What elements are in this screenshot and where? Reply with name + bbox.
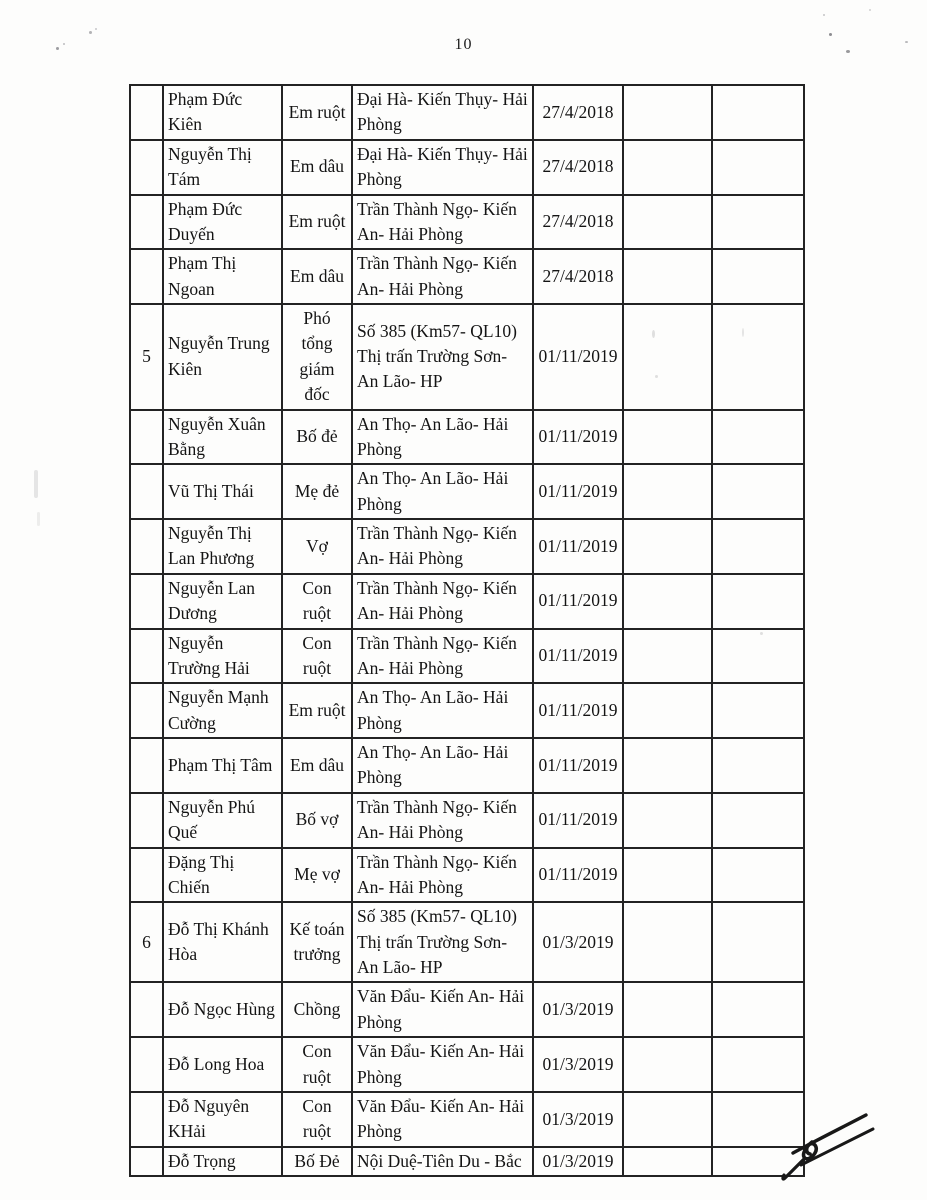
cell-name: Nguyễn Mạnh Cường <box>163 683 282 738</box>
cell-name: Đỗ Thị Khánh Hòa <box>163 902 282 982</box>
cell-empty-1 <box>623 195 712 250</box>
cell-empty-2 <box>712 140 804 195</box>
cell-relation: Con ruột <box>282 629 352 684</box>
cell-address: Đại Hà- Kiến Thụy- Hải Phòng <box>352 85 533 140</box>
table-row <box>130 85 804 140</box>
cell-date: 01/3/2019 <box>533 902 623 982</box>
cell-name: Phạm Thị Tâm <box>163 738 282 793</box>
table-row <box>130 464 804 519</box>
signature-mark <box>763 1106 881 1188</box>
cell-date: 27/4/2018 <box>533 195 623 250</box>
cell-address: Văn Đẩu- Kiến An- Hải Phòng <box>352 982 533 1037</box>
cell-address: Trần Thành Ngọ- Kiến An- Hải Phòng <box>352 629 533 684</box>
cell-name: Đỗ Ngọc Hùng <box>163 982 282 1037</box>
cell-address: Trần Thành Ngọ- Kiến An- Hải Phòng <box>352 249 533 304</box>
cell-date: 01/11/2019 <box>533 464 623 519</box>
cell-date: 01/3/2019 <box>533 1037 623 1092</box>
cell-name: Phạm Thị Ngoan <box>163 249 282 304</box>
cell-empty-1 <box>623 574 712 629</box>
cell-row-number <box>130 738 163 793</box>
cell-empty-1 <box>623 629 712 684</box>
page-number: 10 <box>454 36 473 53</box>
cell-empty-1 <box>623 1037 712 1092</box>
cell-row-number <box>130 464 163 519</box>
cell-empty-2 <box>712 249 804 304</box>
table-row <box>130 410 804 465</box>
cell-empty-2 <box>712 848 804 903</box>
cell-row-number <box>130 1037 163 1092</box>
cell-address: Trần Thành Ngọ- Kiến An- Hải Phòng <box>352 195 533 250</box>
cell-empty-1 <box>623 85 712 140</box>
cell-empty-1 <box>623 140 712 195</box>
cell-relation: Mẹ vợ <box>282 848 352 903</box>
table-row <box>130 982 804 1037</box>
cell-row-number <box>130 195 163 250</box>
cell-relation: Mẹ đẻ <box>282 464 352 519</box>
cell-name: Đỗ Nguyên KHải <box>163 1092 282 1147</box>
cell-relation: Em dâu <box>282 140 352 195</box>
cell-row-number <box>130 629 163 684</box>
cell-name: Nguyễn Trung Kiên <box>163 304 282 410</box>
cell-row-number: 5 <box>130 304 163 410</box>
cell-empty-2 <box>712 902 804 982</box>
table-row <box>130 574 804 629</box>
cell-relation: Con ruột <box>282 1037 352 1092</box>
cell-address: An Thọ- An Lão- Hải Phòng <box>352 464 533 519</box>
cell-row-number <box>130 85 163 140</box>
cell-address: An Thọ- An Lão- Hải Phòng <box>352 683 533 738</box>
table-row <box>130 1147 804 1176</box>
cell-empty-1 <box>623 848 712 903</box>
cell-date: 01/11/2019 <box>533 738 623 793</box>
table-row <box>130 519 804 574</box>
cell-date: 01/3/2019 <box>533 982 623 1037</box>
cell-name: Nguyễn Thị Tám <box>163 140 282 195</box>
cell-relation: Em dâu <box>282 738 352 793</box>
cell-name: Nguyễn Trường Hải <box>163 629 282 684</box>
cell-row-number <box>130 249 163 304</box>
cell-name: Nguyễn Xuân Bằng <box>163 410 282 465</box>
cell-name: Vũ Thị Thái <box>163 464 282 519</box>
cell-empty-1 <box>623 1092 712 1147</box>
cell-empty-2 <box>712 982 804 1037</box>
cell-address: Trần Thành Ngọ- Kiến An- Hải Phòng <box>352 574 533 629</box>
cell-empty-1 <box>623 683 712 738</box>
cell-empty-2 <box>712 85 804 140</box>
cell-empty-2 <box>712 574 804 629</box>
cell-name: Nguyễn Thị Lan Phương <box>163 519 282 574</box>
cell-name: Đỗ Long Hoa <box>163 1037 282 1092</box>
cell-relation: Bố Đẻ <box>282 1147 352 1176</box>
cell-date: 01/3/2019 <box>533 1092 623 1147</box>
cell-address: Đại Hà- Kiến Thụy- Hải Phòng <box>352 140 533 195</box>
cell-relation: Con ruột <box>282 1092 352 1147</box>
cell-date: 01/11/2019 <box>533 410 623 465</box>
cell-empty-2 <box>712 738 804 793</box>
cell-relation: Bố vợ <box>282 793 352 848</box>
cell-date: 27/4/2018 <box>533 85 623 140</box>
cell-empty-2 <box>712 1037 804 1092</box>
cell-name: Phạm Đức Duyến <box>163 195 282 250</box>
table-row <box>130 140 804 195</box>
cell-row-number <box>130 793 163 848</box>
table-row <box>130 683 804 738</box>
cell-row-number <box>130 848 163 903</box>
cell-relation: Em ruột <box>282 85 352 140</box>
cell-date: 27/4/2018 <box>533 140 623 195</box>
cell-relation: Em ruột <box>282 683 352 738</box>
table-row <box>130 1092 804 1147</box>
cell-date: 01/3/2019 <box>533 1147 623 1176</box>
cell-name: Nguyễn Lan Dương <box>163 574 282 629</box>
cell-address: Văn Đẩu- Kiến An- Hải Phòng <box>352 1037 533 1092</box>
cell-empty-2 <box>712 793 804 848</box>
cell-relation: Kế toán trưởng <box>282 902 352 982</box>
cell-name: Đỗ Trọng <box>163 1147 282 1176</box>
cell-empty-1 <box>623 738 712 793</box>
cell-name: Nguyễn Phú Quế <box>163 793 282 848</box>
cell-empty-2 <box>712 195 804 250</box>
cell-relation: Phó tổng giám đốc <box>282 304 352 410</box>
cell-row-number <box>130 982 163 1037</box>
cell-date: 01/11/2019 <box>533 304 623 410</box>
cell-address: Nội Duệ-Tiên Du - Bắc <box>352 1147 533 1176</box>
cell-empty-1 <box>623 249 712 304</box>
cell-relation: Chồng <box>282 982 352 1037</box>
table-row <box>130 793 804 848</box>
cell-empty-2 <box>712 519 804 574</box>
table-row <box>130 848 804 903</box>
cell-empty-1 <box>623 1147 712 1176</box>
cell-address: An Thọ- An Lão- Hải Phòng <box>352 738 533 793</box>
cell-row-number <box>130 1147 163 1176</box>
cell-row-number <box>130 410 163 465</box>
cell-address: Văn Đẩu- Kiến An- Hải Phòng <box>352 1092 533 1147</box>
cell-row-number <box>130 683 163 738</box>
cell-relation: Em dâu <box>282 249 352 304</box>
cell-date: 27/4/2018 <box>533 249 623 304</box>
cell-empty-2 <box>712 683 804 738</box>
cell-address: Số 385 (Km57- QL10) Thị trấn Trường Sơn- An Lão- HP <box>352 304 533 410</box>
cell-empty-1 <box>623 304 712 410</box>
cell-relation: Em ruột <box>282 195 352 250</box>
cell-row-number: 6 <box>130 902 163 982</box>
cell-date: 01/11/2019 <box>533 683 623 738</box>
cell-address: Trần Thành Ngọ- Kiến An- Hải Phòng <box>352 848 533 903</box>
cell-row-number <box>130 140 163 195</box>
cell-empty-1 <box>623 902 712 982</box>
cell-relation: Bố đẻ <box>282 410 352 465</box>
cell-row-number <box>130 519 163 574</box>
cell-empty-1 <box>623 982 712 1037</box>
table-row <box>130 902 804 982</box>
cell-empty-1 <box>623 464 712 519</box>
table-row <box>130 1037 804 1092</box>
cell-row-number <box>130 574 163 629</box>
table-row <box>130 304 804 410</box>
cell-row-number <box>130 1092 163 1147</box>
cell-empty-1 <box>623 519 712 574</box>
cell-address: Trần Thành Ngọ- Kiến An- Hải Phòng <box>352 519 533 574</box>
cell-date: 01/11/2019 <box>533 519 623 574</box>
table-row <box>130 195 804 250</box>
cell-relation: Vợ <box>282 519 352 574</box>
cell-empty-2 <box>712 304 804 410</box>
cell-name: Đặng Thị Chiến <box>163 848 282 903</box>
cell-date: 01/11/2019 <box>533 629 623 684</box>
cell-address: Trần Thành Ngọ- Kiến An- Hải Phòng <box>352 793 533 848</box>
cell-relation: Con ruột <box>282 574 352 629</box>
cell-empty-1 <box>623 410 712 465</box>
cell-address: Số 385 (Km57- QL10) Thị trấn Trường Sơn- An Lão- HP <box>352 902 533 982</box>
cell-address: An Thọ- An Lão- Hải Phòng <box>352 410 533 465</box>
cell-date: 01/11/2019 <box>533 848 623 903</box>
relatives-table <box>129 84 805 1177</box>
cell-empty-2 <box>712 410 804 465</box>
table-row <box>130 629 804 684</box>
cell-empty-2 <box>712 464 804 519</box>
cell-name: Phạm Đức Kiên <box>163 85 282 140</box>
cell-empty-2 <box>712 629 804 684</box>
cell-empty-1 <box>623 793 712 848</box>
table-row <box>130 249 804 304</box>
table-row <box>130 738 804 793</box>
cell-date: 01/11/2019 <box>533 793 623 848</box>
cell-date: 01/11/2019 <box>533 574 623 629</box>
